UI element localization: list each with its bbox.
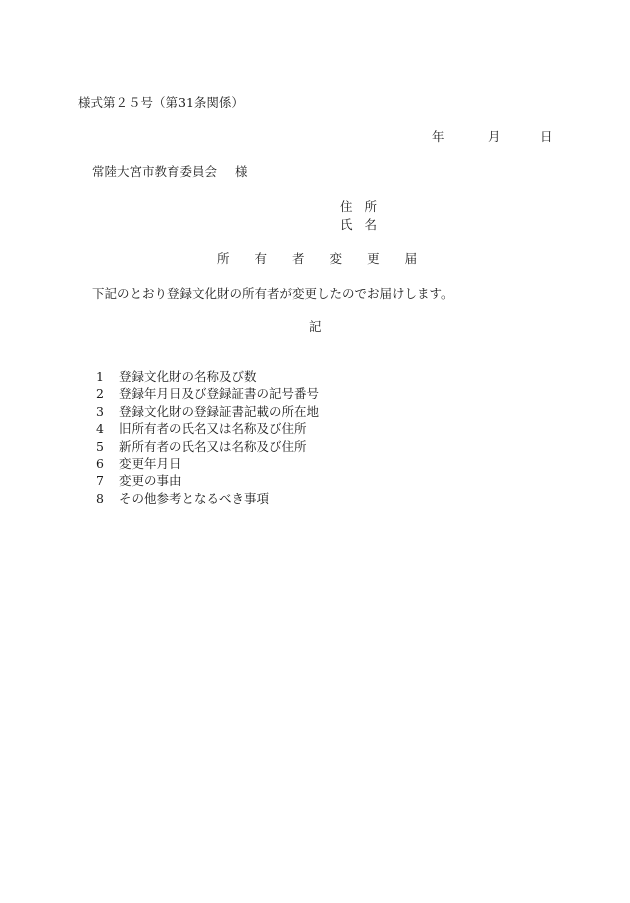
list-item bbox=[96, 438, 319, 455]
date-month-label: 月 bbox=[488, 129, 501, 144]
item-number: 7 bbox=[96, 473, 104, 489]
item-number: 2 bbox=[96, 386, 104, 402]
title-char: 変 bbox=[329, 251, 343, 266]
item-number: 5 bbox=[96, 438, 104, 454]
ki-heading: 記 bbox=[309, 319, 322, 334]
name-label-char: 氏 bbox=[340, 217, 353, 232]
title-char: 者 bbox=[292, 251, 305, 266]
title-char: 有 bbox=[254, 251, 268, 266]
item-text: 登録文化財の名称及び数 bbox=[119, 369, 257, 384]
list-item bbox=[96, 420, 319, 437]
item-number: 4 bbox=[96, 421, 104, 437]
list-item bbox=[96, 403, 319, 420]
item-number: 8 bbox=[96, 490, 104, 506]
date-day-label: 日 bbox=[540, 129, 553, 144]
date-year-label: 年 bbox=[432, 129, 445, 144]
list-item bbox=[96, 455, 319, 472]
title-char: 更 bbox=[367, 251, 380, 266]
list-item bbox=[96, 368, 319, 385]
applicant-address-label bbox=[340, 201, 377, 214]
item-number: 1 bbox=[96, 369, 104, 384]
item-text: 登録年月日及び登録証書の記号番号 bbox=[119, 386, 320, 402]
address-label-char: 住 bbox=[340, 199, 353, 214]
name-label-char: 名 bbox=[364, 217, 378, 232]
items-list bbox=[96, 368, 319, 507]
item-text: 旧所有者の氏名又は名称及び住所 bbox=[119, 421, 307, 437]
applicant-name-label bbox=[340, 219, 377, 232]
document-title bbox=[217, 253, 417, 266]
recipient bbox=[92, 166, 248, 179]
item-text: 新所有者の氏名又は名称及び住所 bbox=[119, 438, 307, 454]
item-text: 変更の事由 bbox=[119, 473, 182, 489]
address-label-char: 所 bbox=[364, 199, 378, 214]
recipient-name: 常陸大宮市教育委員会 bbox=[92, 164, 218, 179]
item-text: 登録文化財の登録証書記載の所在地 bbox=[119, 403, 320, 419]
title-char: 届 bbox=[404, 251, 418, 266]
item-number: 3 bbox=[96, 403, 104, 419]
form-number: 様式第２５号（第31条関係） bbox=[78, 95, 244, 110]
item-text: その他参考となるべき事項 bbox=[119, 490, 270, 506]
title-char: 所 bbox=[217, 251, 230, 266]
list-item bbox=[96, 385, 319, 402]
list-item bbox=[96, 490, 319, 507]
item-text: 変更年月日 bbox=[119, 455, 182, 471]
recipient-honorific: 様 bbox=[235, 164, 248, 179]
item-number: 6 bbox=[96, 455, 104, 471]
intro-text: 下記のとおり登録文化財の所有者が変更したのでお届けします。 bbox=[92, 286, 454, 301]
list-item bbox=[96, 472, 319, 489]
